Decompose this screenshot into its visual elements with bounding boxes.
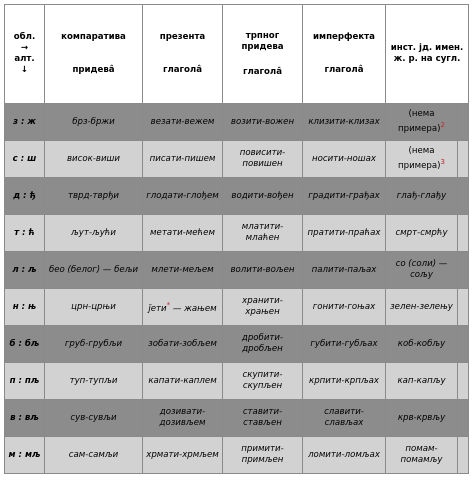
table-row (5, 400, 469, 437)
instrumental-cell: зелен-зелењу (386, 289, 458, 326)
imperfect-cell: крпити-крпљах (303, 363, 386, 400)
present-cell: метати-мећем (143, 215, 223, 252)
header-alt-line4: ↓ (20, 65, 29, 75)
header-alt-line3: алт. (14, 54, 35, 64)
present-cell: млети-мељем (143, 252, 223, 289)
passive-cell: хранити-храњен (223, 289, 303, 326)
alternation-table (4, 4, 469, 474)
table-row (5, 215, 469, 252)
instrumental-cell: глађ-глађу (386, 178, 458, 215)
spacer-cell (458, 104, 469, 141)
comparative-cell: сам-самљи (45, 437, 143, 474)
present-cell (143, 289, 223, 326)
table-header (5, 5, 469, 104)
spacer-cell (458, 363, 469, 400)
footnote-ref[interactable]: 2 (440, 121, 445, 130)
table-row (5, 104, 469, 141)
header-instrumental-title: инст. јд. имен. ж. р. на сугл. (390, 43, 464, 64)
passive-cell: примити-примљен (223, 437, 303, 474)
header-comparative-title: компаратива (61, 32, 126, 42)
asterisk-ref[interactable]: * (166, 300, 171, 309)
table-row (5, 363, 469, 400)
table-row (5, 141, 469, 178)
table-row (5, 252, 469, 289)
alternation-cell: л : љ (5, 252, 45, 289)
header-comparative (45, 5, 143, 104)
table-body (5, 104, 469, 474)
comparative-cell: бео (белог) — бељи (45, 252, 143, 289)
header-present-sub: глаголâ (162, 65, 203, 75)
header-passive (223, 5, 303, 104)
comparative-cell: тврд-тврђи (45, 178, 143, 215)
passive-cell: дробити-дробљен (223, 326, 303, 363)
instrumental-cell: смрт-смрћу (386, 215, 458, 252)
present-cell: капати-каплем (143, 363, 223, 400)
table-row (5, 289, 469, 326)
passive-cell: водити-вођен (223, 178, 303, 215)
alternation-cell: с : ш (5, 141, 45, 178)
present-cell: хрмати-хрмљем (143, 437, 223, 474)
spacer-cell (458, 437, 469, 474)
instrumental-text: (нема примера) (398, 146, 441, 171)
spacer-cell (458, 326, 469, 363)
passive-cell: повисити-повишен (223, 141, 303, 178)
spacer-cell (458, 178, 469, 215)
header-alt-line1: обл. (13, 32, 36, 42)
alternation-cell: п : пљ (5, 363, 45, 400)
spacer-cell (458, 400, 469, 437)
header-comparative-sub: придевâ (72, 65, 115, 75)
comparative-cell: туп-тупљи (45, 363, 143, 400)
alternation-cell: м : мљ (5, 437, 45, 474)
spacer-cell (458, 141, 469, 178)
instrumental-cell (386, 141, 458, 178)
present-cell: писати-пишем (143, 141, 223, 178)
instrumental-text: (нема примера) (398, 109, 441, 134)
table-row (5, 178, 469, 215)
imperfect-cell: гонити-гоњах (303, 289, 386, 326)
alternation-cell: в : вљ (5, 400, 45, 437)
present-cell: везати-вежем (143, 104, 223, 141)
header-imperfect-title: имперфекта (313, 32, 375, 42)
header-present (143, 5, 223, 104)
instrumental-cell: крв-крвљу (386, 400, 458, 437)
comparative-cell: сув-сувљи (45, 400, 143, 437)
instrumental-cell: со (соли) — сољу (386, 252, 458, 289)
footnote-ref[interactable]: 3 (440, 158, 445, 167)
present-text-post: — жањем (170, 303, 217, 314)
passive-cell: ставити-стављен (223, 400, 303, 437)
imperfect-cell: носити-ношах (303, 141, 386, 178)
comparative-cell: висок-виши (45, 141, 143, 178)
present-text-pre: ј̄ети (148, 303, 167, 314)
header-imperfect-sub: глаголâ (324, 65, 364, 75)
header-passive-sub: глаголâ (242, 66, 283, 77)
imperfect-cell: градити-грађах (303, 178, 386, 215)
comparative-cell: груб-грубљи (45, 326, 143, 363)
spacer-cell (458, 289, 469, 326)
passive-cell: млатити-млаћен (223, 215, 303, 252)
instrumental-cell: коб-кобљу (386, 326, 458, 363)
table-row (5, 326, 469, 363)
imperfect-cell: славити-слављах (303, 400, 386, 437)
header-alt-line2: → (20, 43, 29, 53)
table-row (5, 437, 469, 474)
passive-cell: скупити-скупљен (223, 363, 303, 400)
passive-cell: волити-вољен (223, 252, 303, 289)
instrumental-cell: кап-капљу (386, 363, 458, 400)
comparative-cell: љут-љући (45, 215, 143, 252)
alternation-cell: т : ћ (5, 215, 45, 252)
header-alternation (5, 5, 45, 104)
header-instrumental (386, 5, 469, 104)
instrumental-cell (386, 104, 458, 141)
comparative-cell: брз-бржи (45, 104, 143, 141)
imperfect-cell: губити-губљах (303, 326, 386, 363)
alternation-cell: н : њ (5, 289, 45, 326)
present-cell: дозивати-дозивљем (143, 400, 223, 437)
header-present-title: презента (159, 32, 206, 42)
alternation-cell: д : ђ (5, 178, 45, 215)
header-imperfect (303, 5, 386, 104)
alternation-cell: з : ж (5, 104, 45, 141)
imperfect-cell: клизити-клизах (303, 104, 386, 141)
imperfect-cell: ломити-ломљах (303, 437, 386, 474)
instrumental-cell: помам-помамљу (386, 437, 458, 474)
imperfect-cell: пратити-праћах (303, 215, 386, 252)
header-passive-title: трпног придева (241, 30, 284, 52)
header-row (5, 5, 469, 104)
present-cell: зобати-зобљем (143, 326, 223, 363)
passive-cell: возити-вожен (223, 104, 303, 141)
imperfect-cell: палити-паљах (303, 252, 386, 289)
spacer-cell (458, 252, 469, 289)
comparative-cell: црн-црњи (45, 289, 143, 326)
spacer-cell (458, 215, 469, 252)
alternation-cell: б : бљ (5, 326, 45, 363)
present-cell: глодати-глођем (143, 178, 223, 215)
